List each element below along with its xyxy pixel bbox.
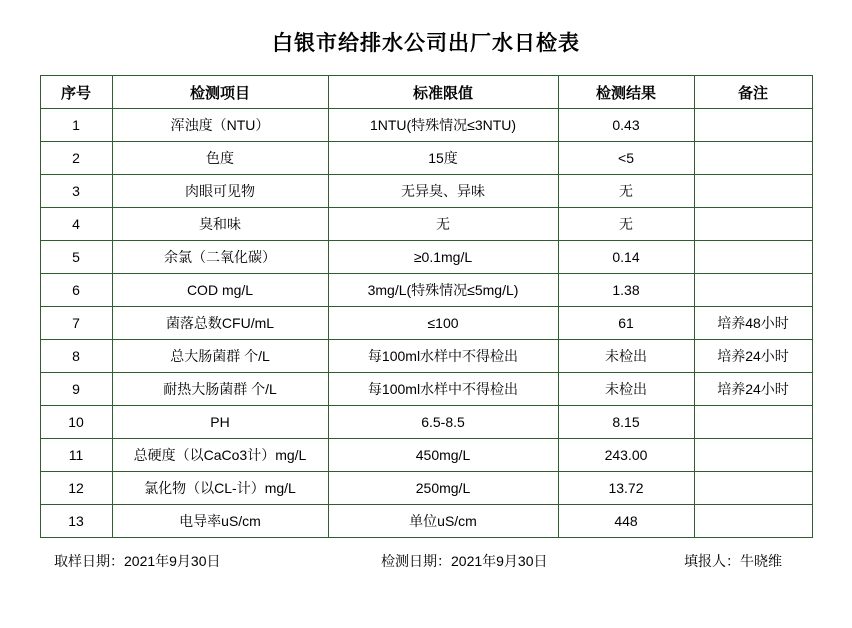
cell-result: 61 [558, 307, 694, 340]
table-row [40, 439, 812, 472]
cell-result: 0.43 [558, 109, 694, 142]
cell-no: 10 [40, 406, 112, 439]
table-row [40, 505, 812, 538]
cell-result: 1.38 [558, 274, 694, 307]
cell-no: 2 [40, 142, 112, 175]
cell-no: 9 [40, 373, 112, 406]
cell-note: 培养48小时 [694, 307, 812, 340]
table-row [40, 472, 812, 505]
cell-result: 8.15 [558, 406, 694, 439]
sampling-date: 取样日期：2021年9月30日 [54, 553, 221, 569]
cell-item: 电导率uS/cm [112, 505, 328, 538]
cell-result: 未检出 [558, 373, 694, 406]
cell-limit: 250mg/L [328, 472, 558, 505]
test-date: 检测日期：2021年9月30日 [381, 553, 548, 569]
cell-item: 余氯（二氧化碳） [112, 241, 328, 274]
table-body [40, 109, 812, 538]
cell-item: 浑浊度（NTU） [112, 109, 328, 142]
column-header-result: 检测结果 [558, 76, 694, 109]
document-page [0, 27, 852, 628]
cell-limit: 450mg/L [328, 439, 558, 472]
water-quality-table [40, 75, 813, 538]
cell-note [694, 142, 812, 175]
table-row [40, 340, 812, 373]
cell-note [694, 241, 812, 274]
cell-note [694, 472, 812, 505]
document-footer [40, 551, 812, 571]
cell-item: 总大肠菌群 个/L [112, 340, 328, 373]
cell-note [694, 208, 812, 241]
table-row [40, 142, 812, 175]
cell-note: 培养24小时 [694, 340, 812, 373]
column-header-item: 检测项目 [112, 76, 328, 109]
cell-limit: 1NTU(特殊情况≤3NTU) [328, 109, 558, 142]
cell-limit: 6.5-8.5 [328, 406, 558, 439]
table-row [40, 175, 812, 208]
cell-no: 1 [40, 109, 112, 142]
cell-no: 13 [40, 505, 112, 538]
table-row [40, 307, 812, 340]
cell-result: 未检出 [558, 340, 694, 373]
cell-limit: 每100ml水样中不得检出 [328, 340, 558, 373]
table-row [40, 241, 812, 274]
cell-item: 耐热大肠菌群 个/L [112, 373, 328, 406]
cell-item: PH [112, 406, 328, 439]
cell-note [694, 505, 812, 538]
cell-no: 7 [40, 307, 112, 340]
cell-limit: ≤100 [328, 307, 558, 340]
cell-no: 4 [40, 208, 112, 241]
cell-result: 13.72 [558, 472, 694, 505]
column-header-no: 序号 [40, 76, 112, 109]
table-row [40, 373, 812, 406]
cell-no: 3 [40, 175, 112, 208]
cell-no: 12 [40, 472, 112, 505]
reporter-name: 填报人：牛晓维 [684, 553, 782, 569]
cell-limit: 单位uS/cm [328, 505, 558, 538]
cell-result: <5 [558, 142, 694, 175]
cell-result: 448 [558, 505, 694, 538]
cell-no: 5 [40, 241, 112, 274]
cell-item: COD mg/L [112, 274, 328, 307]
column-header-limit: 标准限值 [328, 76, 558, 109]
cell-no: 8 [40, 340, 112, 373]
cell-note [694, 175, 812, 208]
cell-note: 培养24小时 [694, 373, 812, 406]
cell-note [694, 406, 812, 439]
cell-result: 无 [558, 208, 694, 241]
cell-result: 0.14 [558, 241, 694, 274]
cell-limit: 无 [328, 208, 558, 241]
table-row [40, 109, 812, 142]
cell-limit: 每100ml水样中不得检出 [328, 373, 558, 406]
cell-note [694, 109, 812, 142]
table-header [40, 76, 812, 109]
cell-item: 色度 [112, 142, 328, 175]
cell-note [694, 439, 812, 472]
cell-result: 243.00 [558, 439, 694, 472]
cell-no: 11 [40, 439, 112, 472]
cell-item: 菌落总数CFU/mL [112, 307, 328, 340]
cell-item: 氯化物（以CL-计）mg/L [112, 472, 328, 505]
cell-limit: 无异臭、异味 [328, 175, 558, 208]
cell-item: 肉眼可见物 [112, 175, 328, 208]
cell-limit: ≥0.1mg/L [328, 241, 558, 274]
cell-no: 6 [40, 274, 112, 307]
cell-note [694, 274, 812, 307]
cell-limit: 15度 [328, 142, 558, 175]
column-header-note: 备注 [694, 76, 812, 109]
table-row [40, 208, 812, 241]
table-row [40, 274, 812, 307]
cell-item: 总硬度（以CaCo3计）mg/L [112, 439, 328, 472]
page-title: 白银市给排水公司出厂水日检表 [272, 31, 580, 55]
cell-result: 无 [558, 175, 694, 208]
table-row [40, 406, 812, 439]
cell-item: 臭和味 [112, 208, 328, 241]
cell-limit: 3mg/L(特殊情况≤5mg/L) [328, 274, 558, 307]
table-header-row [40, 76, 812, 109]
